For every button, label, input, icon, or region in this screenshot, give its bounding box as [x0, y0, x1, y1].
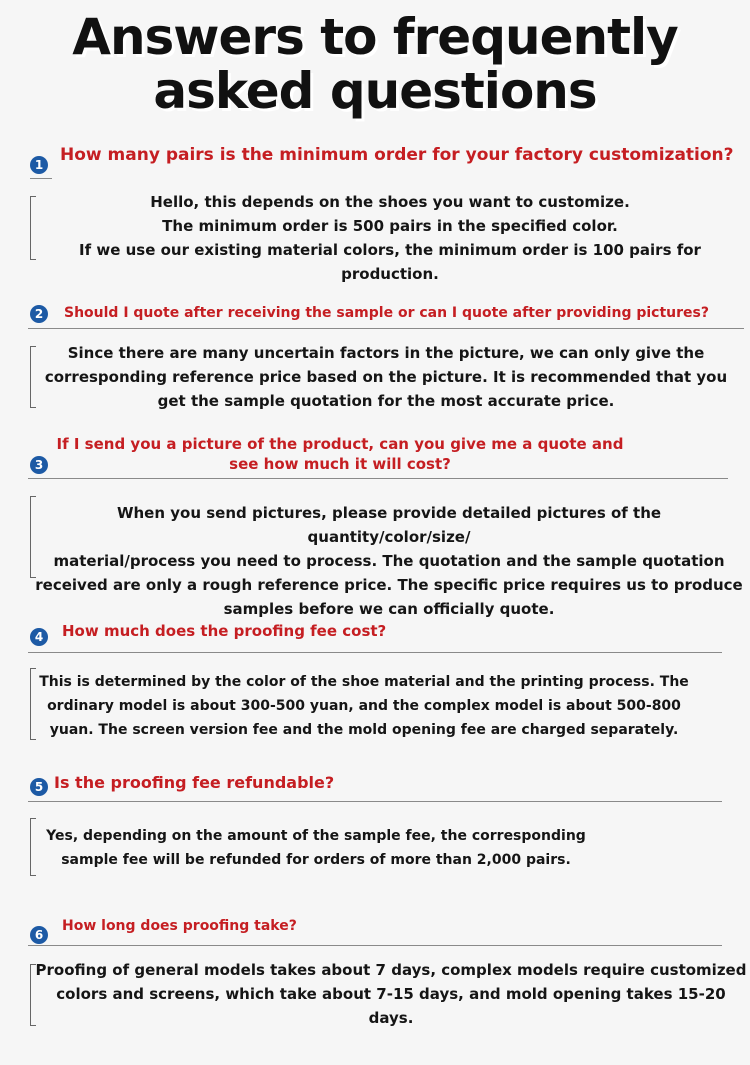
answer-line: Hello, this depends on the shoes you want to customize. — [150, 193, 630, 211]
answer-line: ordinary model is about 300-500 yuan, and the complex model is about 500-800 — [47, 698, 681, 714]
question-line: see how much it will cost? — [229, 455, 451, 473]
faq-answer-4 — [34, 670, 694, 742]
divider-5 — [28, 801, 722, 802]
faq-question-5: Is the proofing fee refundable? — [54, 773, 335, 792]
faq-answer-6 — [32, 958, 750, 1030]
answer-line: get the sample quotation for the most accurate price. — [157, 392, 615, 410]
divider-2 — [28, 328, 744, 329]
answer-line: colors and screens, which take about 7-15 days, and mold opening takes 15-20 days. — [56, 985, 726, 1027]
faq-answer-5 — [36, 824, 596, 872]
answer-line: Since there are many uncertain factors in the picture, we can only give the — [67, 344, 705, 362]
number-badge-2: 2 — [30, 305, 48, 323]
faq-question-1: How many pairs is the minimum order for your factory customization? — [60, 145, 734, 165]
number-badge-3: 3 — [30, 456, 48, 474]
page-title-line-1: Answers to frequently — [72, 8, 678, 66]
divider-4 — [28, 652, 722, 653]
question-line: If I send you a picture of the product, can you give me a quote and — [56, 435, 624, 453]
faq-question-4: How much does the proofing fee cost? — [62, 622, 387, 640]
divider-1 — [30, 178, 52, 179]
answer-line: material/process you need to process. The quotation and the sample quotation — [53, 552, 725, 570]
answer-line: Yes, depending on the amount of the sample fee, the corresponding — [46, 828, 586, 844]
divider-3 — [28, 478, 728, 479]
number-badge-1: 1 — [30, 156, 48, 174]
divider-6 — [28, 945, 722, 946]
faq-answer-2 — [30, 341, 742, 413]
answer-line: yuan. The screen version fee and the mold opening fee are charged separately. — [49, 722, 679, 738]
faq-question-6: How long does proofing take? — [62, 918, 297, 934]
faq-answer-1 — [30, 190, 750, 286]
faq-question-3 — [40, 434, 640, 474]
page-title-line-2: asked questions — [153, 62, 597, 120]
answer-line: The minimum order is 500 pairs in the specified color. — [162, 217, 618, 235]
faq-question-2: Should I quote after receiving the sample or can I quote after providing pictures? — [64, 305, 709, 321]
answer-line: corresponding reference price based on the picture. It is recommended that you — [44, 368, 728, 386]
number-badge-5: 5 — [30, 778, 48, 796]
number-badge-4: 4 — [30, 628, 48, 646]
answer-line: When you send pictures, please provide detailed pictures of the quantity/color/size/ — [116, 504, 662, 546]
answer-line: If we use our existing material colors, the minimum order is 100 pairs for production. — [79, 241, 701, 283]
answer-line: Proofing of general models takes about 7 days, complex models require customized — [35, 961, 747, 979]
number-badge-6: 6 — [30, 926, 48, 944]
answer-line: sample fee will be refunded for orders of more than 2,000 pairs. — [61, 852, 571, 868]
faq-answer-3 — [34, 501, 744, 621]
answer-line: received are only a rough reference price. The specific price requires us to produce — [35, 576, 743, 594]
answer-line: This is determined by the color of the shoe material and the printing process. The — [39, 674, 689, 690]
answer-line: samples before we can officially quote. — [223, 600, 555, 618]
